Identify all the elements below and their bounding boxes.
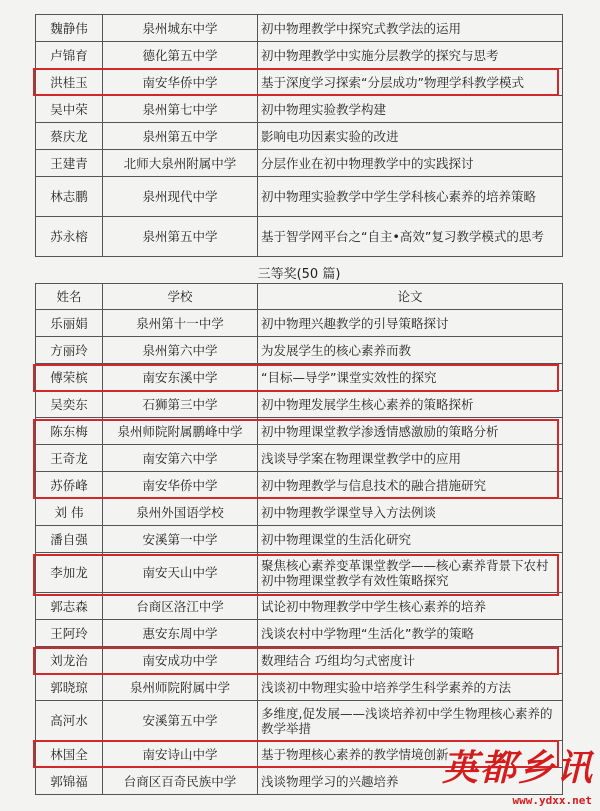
table-row <box>36 445 563 472</box>
author-cell: 刘龙治 <box>36 647 103 674</box>
paper-title-cell: 浅谈物理学习的兴趣培养 <box>258 768 563 795</box>
table-row <box>36 526 563 553</box>
paper-title-cell: “目标—导学”课堂实效性的探究 <box>258 364 563 391</box>
school-cell: 南安成功中学 <box>103 647 258 674</box>
table-row <box>36 123 563 150</box>
paper-title-cell: 聚焦核心素养变革课堂教学——核心素养背景下农村初中物理课堂教学有效性策略探究 <box>258 553 563 593</box>
table-row <box>36 418 563 445</box>
table-row <box>36 217 563 257</box>
school-cell: 台商区百奇民族中学 <box>103 768 258 795</box>
table-row <box>36 177 563 217</box>
author-cell: 郭晓琼 <box>36 674 103 701</box>
school-cell: 泉州城东中学 <box>103 15 258 42</box>
paper-title-cell: 初中物理实验教学构建 <box>258 96 563 123</box>
paper-title-cell: 初中物理课堂的生活化研究 <box>258 526 563 553</box>
paper-title-cell: 初中物理教学中探究式教学法的运用 <box>258 15 563 42</box>
author-cell: 洪桂玉 <box>36 69 103 96</box>
third-prize-table <box>35 283 563 795</box>
school-cell: 南安华侨中学 <box>103 69 258 96</box>
column-header-name: 姓名 <box>36 284 103 310</box>
paper-title-cell: 初中物理实验教学中学生学科核心素养的培养策略 <box>258 177 563 217</box>
table-row <box>36 15 563 42</box>
table-row <box>36 620 563 647</box>
paper-title-cell: 影响电功因素实验的改进 <box>258 123 563 150</box>
school-cell: 北师大泉州附属中学 <box>103 150 258 177</box>
table-row <box>36 337 563 364</box>
author-cell: 吴中荣 <box>36 96 103 123</box>
paper-title-cell: 初中物理课堂教学渗透情感激励的策略分析 <box>258 418 563 445</box>
paper-title-cell: 初中物理教学与信息技术的融合措施研究 <box>258 472 563 499</box>
author-cell: 魏静伟 <box>36 15 103 42</box>
author-cell: 傅荣槟 <box>36 364 103 391</box>
school-cell: 石狮第三中学 <box>103 391 258 418</box>
school-cell: 泉州师院附属鹏峰中学 <box>103 418 258 445</box>
school-cell: 泉州第六中学 <box>103 337 258 364</box>
school-cell: 惠安东周中学 <box>103 620 258 647</box>
table-row <box>36 701 563 741</box>
paper-title-cell: 基于深度学习探索“分层成功”物理学科教学模式 <box>258 69 563 96</box>
paper-title-cell: 初中物理兴趣教学的引导策略探讨 <box>258 310 563 337</box>
third-prize-title: 三等奖(50 篇) <box>257 267 341 282</box>
paper-title-cell: 初中物理发展学生核心素养的策略探析 <box>258 391 563 418</box>
school-cell: 泉州第五中学 <box>103 217 258 257</box>
paper-title-cell: 分层作业在初中物理教学中的实践探讨 <box>258 150 563 177</box>
paper-title-cell: 基于物理核心素养的教学情境创新 <box>258 741 563 768</box>
school-cell: 泉州第七中学 <box>103 96 258 123</box>
table-row <box>36 310 563 337</box>
school-cell: 泉州师院附属中学 <box>103 674 258 701</box>
author-cell: 林国全 <box>36 741 103 768</box>
table-row <box>36 647 563 674</box>
school-cell: 泉州现代中学 <box>103 177 258 217</box>
paper-title-cell: 多维度,促发展——浅谈培养初中学生物理核心素养的教学举措 <box>258 701 563 741</box>
table-row <box>36 593 563 620</box>
author-cell: 吴奕东 <box>36 391 103 418</box>
school-cell: 泉州外国语学校 <box>103 499 258 526</box>
school-cell: 泉州第十一中学 <box>103 310 258 337</box>
school-cell: 安溪第一中学 <box>103 526 258 553</box>
paper-title-cell: 数理结合 巧组均匀式密度计 <box>258 647 563 674</box>
author-cell: 方丽玲 <box>36 337 103 364</box>
author-cell: 林志鹏 <box>36 177 103 217</box>
school-cell: 安溪第五中学 <box>103 701 258 741</box>
paper-title-cell: 初中物理教学中实施分层教学的探究与思考 <box>258 42 563 69</box>
watermark-url: www.ydxx.net <box>512 794 592 807</box>
paper-title-cell: 浅谈农村中学物理“生活化”教学的策略 <box>258 620 563 647</box>
school-cell: 台商区洛江中学 <box>103 593 258 620</box>
table-row <box>36 364 563 391</box>
school-cell: 南安第六中学 <box>103 445 258 472</box>
table-row <box>36 42 563 69</box>
paper-title-cell: 浅谈导学案在物理课堂教学中的应用 <box>258 445 563 472</box>
paper-title-cell: 初中物理教学课堂导入方法例谈 <box>258 499 563 526</box>
paper-title-cell: 基于智学网平台之“自主•高效”复习教学模式的思考 <box>258 217 563 257</box>
school-cell: 南安华侨中学 <box>103 472 258 499</box>
author-cell: 蔡庆龙 <box>36 123 103 150</box>
watermark-logo: 英都乡讯 <box>441 747 594 789</box>
author-cell: 陈东梅 <box>36 418 103 445</box>
author-cell: 乐丽娟 <box>36 310 103 337</box>
author-cell: 王奇龙 <box>36 445 103 472</box>
author-cell: 王阿玲 <box>36 620 103 647</box>
author-cell: 卢锦育 <box>36 42 103 69</box>
school-cell: 南安东溪中学 <box>103 364 258 391</box>
school-cell: 德化第五中学 <box>103 42 258 69</box>
table-row <box>36 472 563 499</box>
column-header-school: 学校 <box>103 284 258 310</box>
author-cell: 苏永榕 <box>36 217 103 257</box>
author-cell: 潘自强 <box>36 526 103 553</box>
table-row <box>36 553 563 593</box>
paper-title-cell: 为发展学生的核心素养而教 <box>258 337 563 364</box>
author-cell: 郭志森 <box>36 593 103 620</box>
school-cell: 南安诗山中学 <box>103 741 258 768</box>
paper-title-cell: 试论初中物理教学中学生核心素养的培养 <box>258 593 563 620</box>
author-cell: 高河水 <box>36 701 103 741</box>
paper-title-cell: 浅谈初中物理实验中培养学生科学素养的方法 <box>258 674 563 701</box>
column-header-paper: 论文 <box>258 284 563 310</box>
author-cell: 郭锦福 <box>36 768 103 795</box>
table-row <box>36 391 563 418</box>
table-row <box>36 69 563 96</box>
author-cell: 王建青 <box>36 150 103 177</box>
second-prize-table <box>35 14 563 257</box>
school-cell: 南安天山中学 <box>103 553 258 593</box>
table-header-row <box>36 284 563 310</box>
table-row <box>36 150 563 177</box>
author-cell: 李加龙 <box>36 553 103 593</box>
author-cell: 刘 伟 <box>36 499 103 526</box>
school-cell: 泉州第五中学 <box>103 123 258 150</box>
table-row <box>36 499 563 526</box>
table-row <box>36 674 563 701</box>
table-row <box>36 96 563 123</box>
author-cell: 苏侨峰 <box>36 472 103 499</box>
